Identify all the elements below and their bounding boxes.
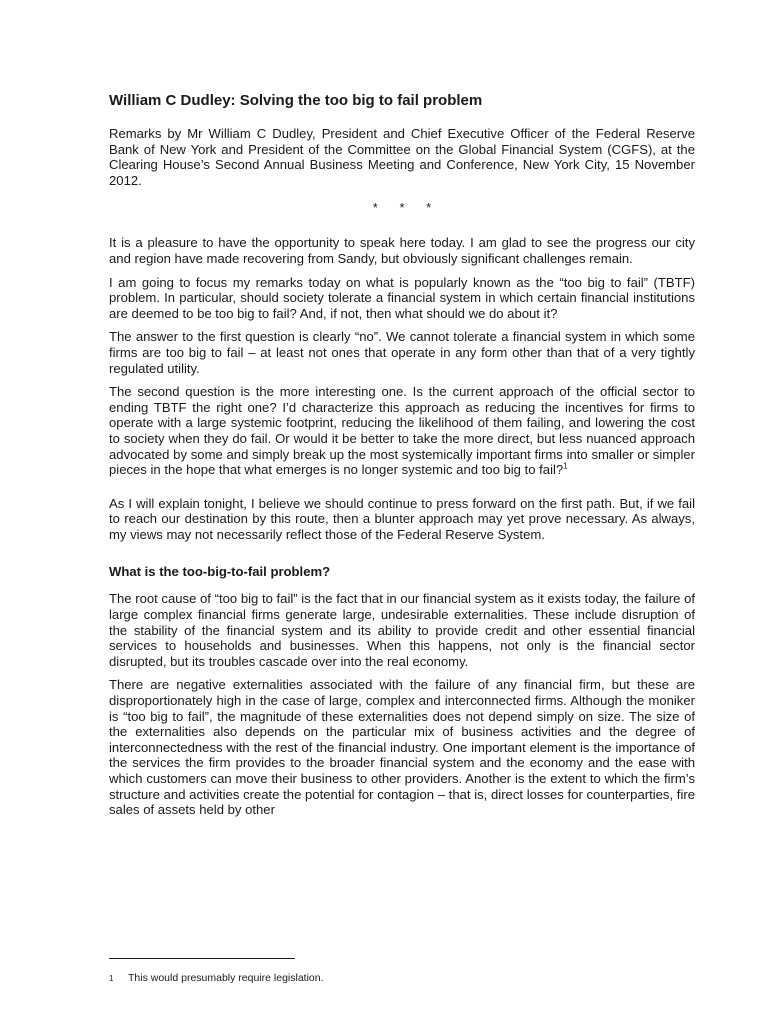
body-paragraph [109,384,695,478]
body-paragraph: The answer to the first question is clearly “no”. We cannot tolerate a financial system in which some firms are too big to fail – at least not ones that operate in any form other than that of a very tightly regulated utility. [109,329,695,376]
body-paragraph: As I will explain tonight, I believe we should continue to press forward on the first path. But, if we fail to reach our destination by this route, then a blunter approach may yet prove necessary. As always, my views may not necessarily reflect those of the Federal Reserve System. [109,495,695,542]
body-paragraph-text: The second question is the more interesting one. Is the current approach of the official sector to ending TBTF the right one? I’d characterize this approach as reducing the incentives for firms to operate with a large systemic footprint, reducing the likelihood of them failing, and lowering the cost to society when they do fail. Or would it be better to take the more direct, but less nuanced approach advocated by some and simply break up the most systemically important firms into smaller or simpler pieces in the hope that what emerges is no longer systemic and too big to fail? [109,384,695,478]
footnote-reference[interactable]: 1 [563,461,568,471]
section-paragraph: The root cause of “too big to fail” is the fact that in our financial system as it exists today, the failure of large complex financial firms generate large, undesirable externalities. These include disruption of the stability of the financial system and its ability to provide credit and other essential financial services to households and businesses. When this happens, not only is the financial sector disrupted, but its troubles cascade over into the real economy. [109,591,695,669]
section-heading: What is the too-big-to-fail problem? [109,564,331,580]
footnote-divider [109,958,295,959]
footnote-text: This would presumably require legislation. [128,972,324,984]
intro-paragraph: Remarks by Mr William C Dudley, President and Chief Executive Officer of the Federal Reserve Bank of New York and President of the Committee on the Global Financial System (CGFS), at the Clearing House’s Second Annual Business Meeting and Conference, New York City, 15 November 2012. [109,126,695,188]
document-page [109,92,695,826]
footnote [109,972,324,985]
section-paragraph: There are negative externalities associated with the failure of any financial firm, but these are disproportionately high in the case of large, complex and interconnected firms. Although the moniker is “too big to fail”, the magnitude of these externalities does not depend simply on size. The size of the externalities also depends on the particular mix of business activities and the degree of interconnectedness with the rest of the financial industry. One important element is the importance of the services the firm provides to the broader financial system and the economy and the ease with which customers can move their business to other providers. Another is the extent to which the firm’s structure and activities create the potential for contagion – that is, direct losses for counterparties, fire sales of assets held by other [109,677,695,818]
body-paragraph: It is a pleasure to have the opportunity to speak here today. I am glad to see the progress our city and region have made recovering from Sandy, but obviously significant challenges remain. [109,235,695,266]
footnote-number: 1 [109,974,114,983]
document-title: William C Dudley: Solving the too big to fail problem [109,92,483,109]
section-separator: * * * [372,200,432,216]
body-paragraph: I am going to focus my remarks today on what is popularly known as the “too big to fail” (TBTF) problem. In particular, should society tolerate a financial system in which certain financial institutions are deemed to be too big to fail? And, if not, then what should we do about it? [109,274,695,321]
